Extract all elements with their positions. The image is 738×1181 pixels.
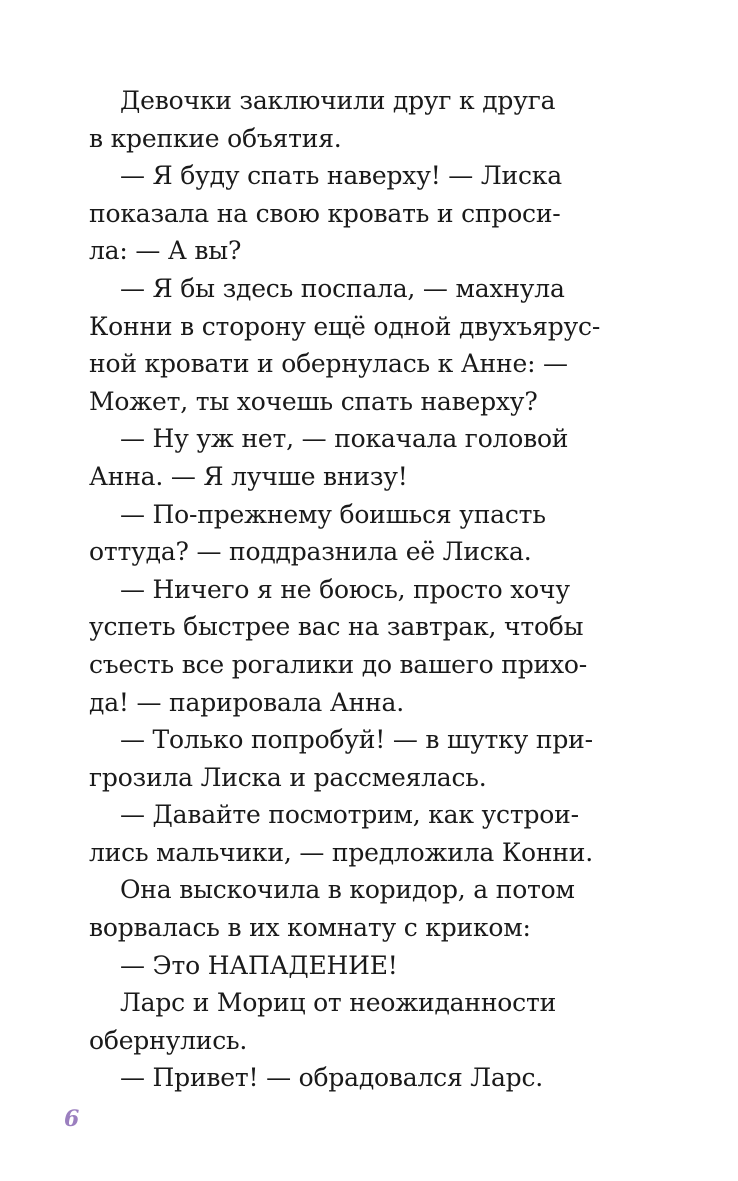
- text-line: — Ну уж нет, — покачала головой: [120, 424, 569, 454]
- text-line: да! — парировала Анна.: [89, 687, 404, 717]
- text-line: съесть все рогалики до вашего прихо-: [89, 649, 587, 679]
- text-line: Девочки заключили друг к друга: [120, 86, 556, 115]
- text-line: ворвалась в их комнату с криком:: [89, 913, 531, 943]
- text-line: — Привет! — обрадовался Ларс.: [120, 1063, 544, 1093]
- text-line: ла: — А вы?: [89, 236, 242, 266]
- text-line: — Это НАПАДЕНИЕ!: [120, 950, 398, 980]
- text-line: обернулись.: [89, 1025, 248, 1055]
- text-line: Она выскочила в коридор, а потом: [120, 875, 575, 905]
- text-line: Анна. — Я лучше внизу!: [89, 461, 408, 491]
- text-line: оттуда? — поддразнила её Лиска.: [89, 537, 532, 567]
- text-line: Ларс и Мориц от неожиданности: [120, 988, 557, 1018]
- text-line: — Только попробуй! — в шутку при-: [120, 725, 593, 755]
- text-line: — Я бы здесь поспала, — махнула: [120, 273, 565, 303]
- text-line: — Я буду спать наверху! — Лиска: [120, 161, 562, 191]
- text-line: успеть быстрее вас на завтрак, чтобы: [89, 612, 584, 642]
- text-line: в крепкие объятия.: [89, 123, 342, 153]
- text-line: ной кровати и обернулась к Анне: —: [89, 349, 568, 379]
- text-line: — Ничего я не боюсь, просто хочу: [120, 574, 570, 604]
- book-text: [89, 82, 601, 1097]
- text-line: лись мальчики, — предложила Конни.: [89, 837, 593, 867]
- text-line: Может, ты хочешь спать наверху?: [89, 386, 538, 416]
- text-line: показала на свою кровать и спроси-: [89, 198, 561, 228]
- text-line: Конни в сторону ещё одной двухъярус-: [89, 311, 601, 341]
- page-number: 6: [64, 1106, 80, 1132]
- text-line: грозила Лиска и рассмеялась.: [89, 762, 487, 792]
- text-line: — По-прежнему боишься упасть: [120, 499, 546, 529]
- text-line: — Давайте посмотрим, как устрои-: [120, 800, 579, 830]
